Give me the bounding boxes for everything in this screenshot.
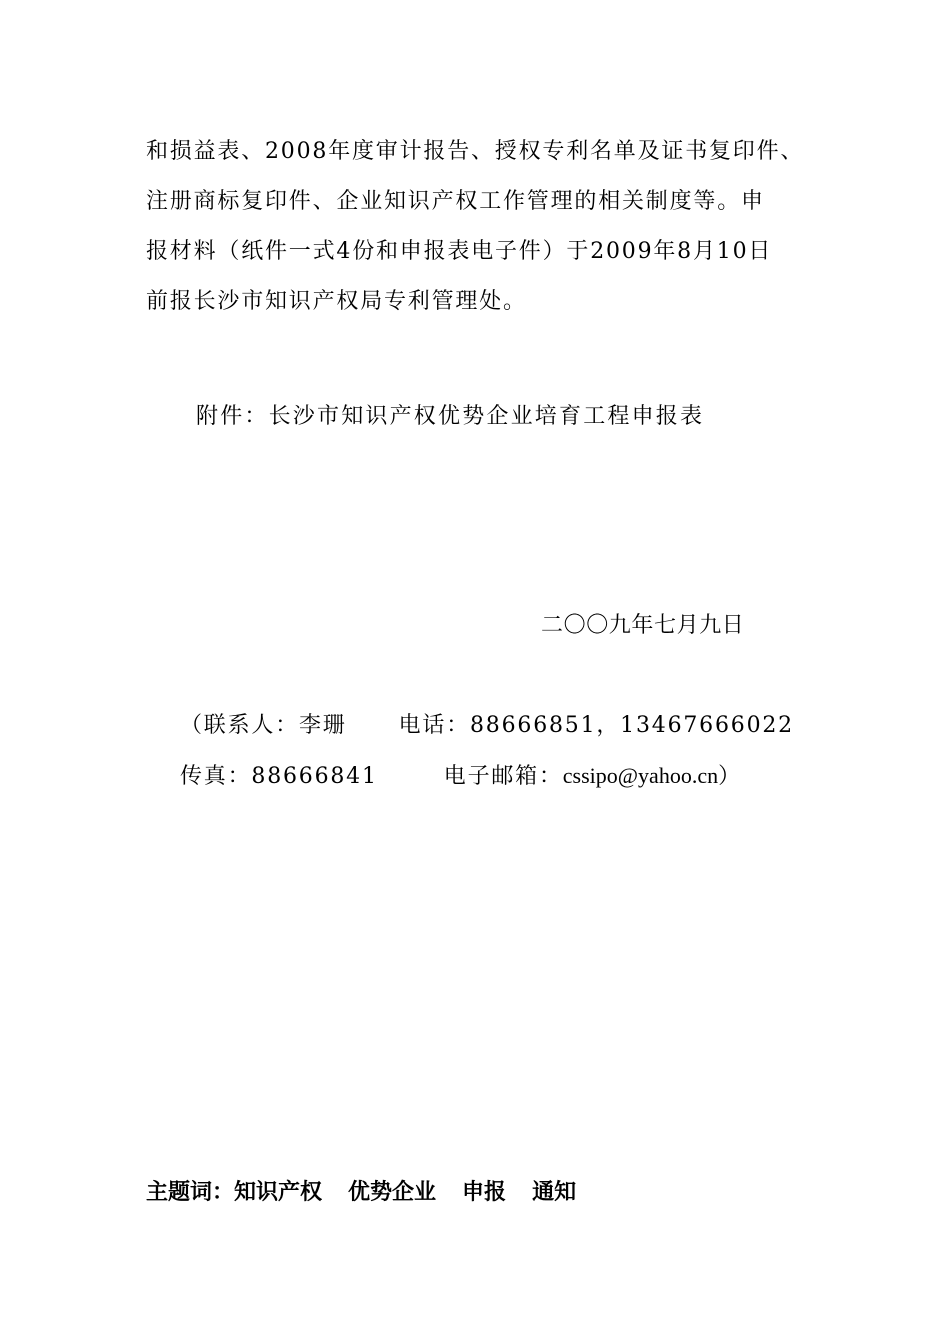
attachment-line: 附件：长沙市知识产权优势企业培育工程申报表 [196, 404, 705, 429]
contact-line-2 [180, 761, 742, 792]
issue-date: 二〇〇九年七月九日 [541, 613, 745, 638]
contact-phone: 电话：88666851，13467666022 [398, 713, 794, 738]
keyword-item: 优势企业 [348, 1180, 437, 1205]
contact-close-paren: ） [718, 764, 742, 789]
contact-fax: 传真：88666841 [180, 764, 378, 789]
paragraph-line-2: 注册商标复印件、企业知识产权工作管理的相关制度等。申 [146, 189, 765, 214]
keyword-item: 知识产权 [234, 1180, 323, 1205]
contact-email: cssipo@yahoo.cn [562, 763, 719, 788]
contact-person: （联系人：李珊 [180, 713, 347, 738]
paragraph-line-4: 前报长沙市知识产权局专利管理处。 [146, 289, 527, 314]
paragraph-line-3: 报材料（纸件一式4份和申报表电子件）于2009年8月10日 [146, 239, 773, 264]
keywords-label: 主题词： [146, 1180, 235, 1205]
keyword-item: 申报 [462, 1180, 507, 1205]
contact-email-label: 电子邮箱： [443, 764, 563, 789]
keyword-item: 通知 [532, 1180, 577, 1205]
subject-keywords [146, 1178, 576, 1208]
paragraph-line-1: 和损益表、2008年度审计报告、授权专利名单及证书复印件、 [146, 139, 805, 164]
contact-line-1 [180, 711, 794, 741]
